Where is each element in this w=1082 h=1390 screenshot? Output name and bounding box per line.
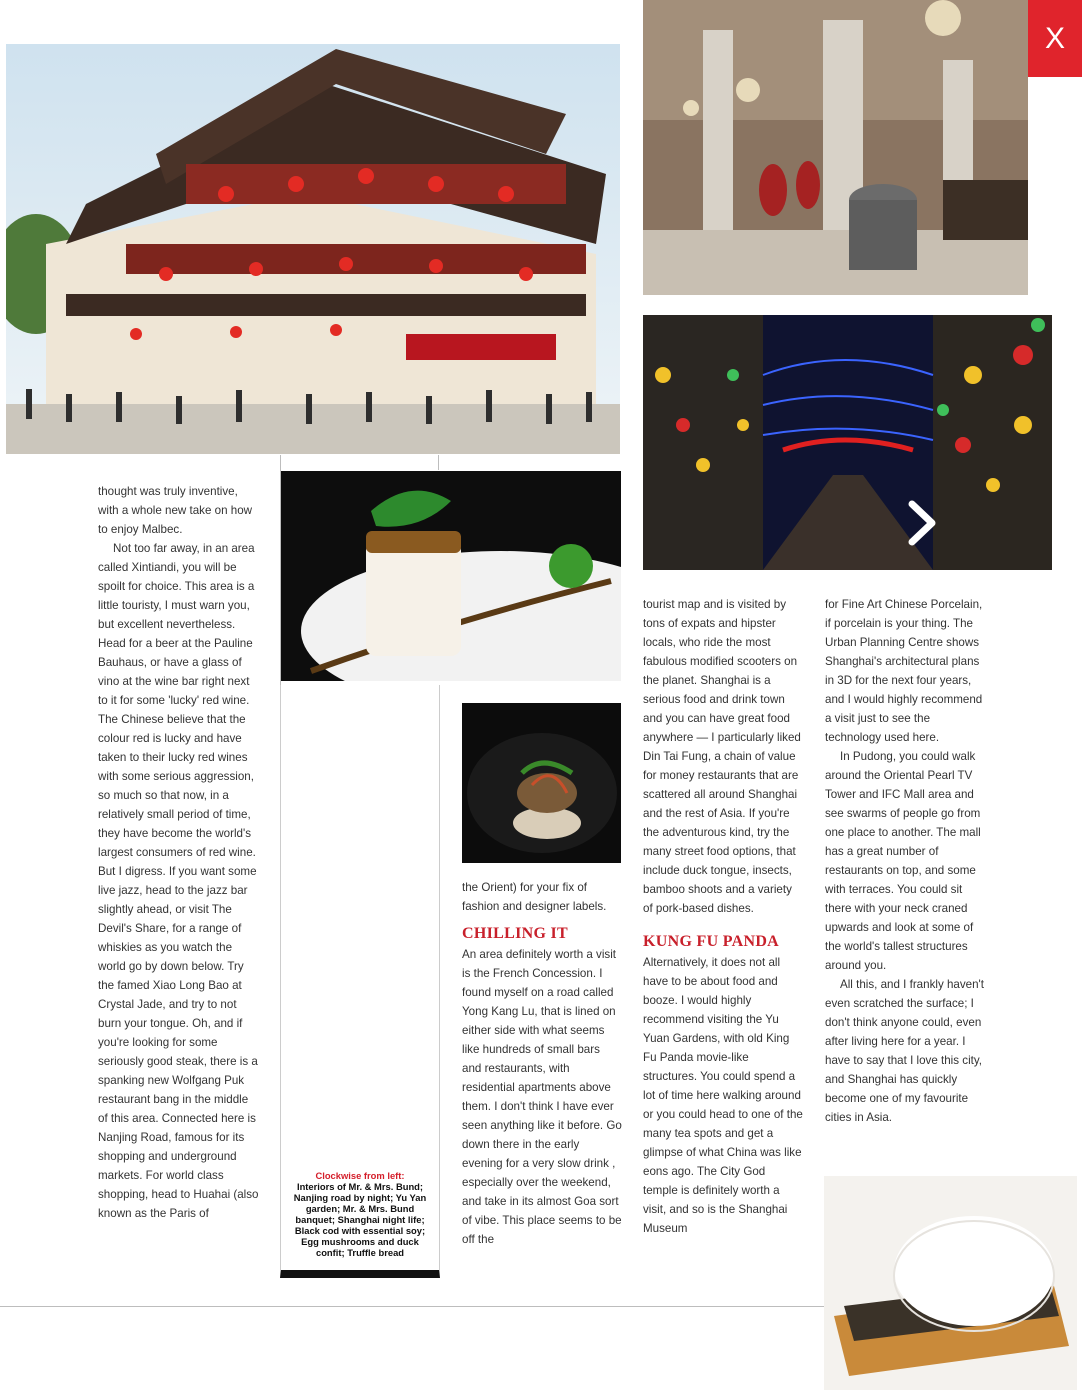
egg-mushrooms-duck-confit-photo [462, 703, 621, 863]
article-column-4 [643, 595, 803, 1238]
close-button[interactable]: X [1028, 0, 1082, 77]
photo-caption [287, 1170, 433, 1258]
paragraph: thought was truly inventive, with a whole new take on how to enjoy Malbec. [98, 485, 253, 536]
paragraph: for Fine Art Chinese Porcelain, if porcelain is your thing. The Urban Planning Centre shows Shanghai's architectural plans in 3D for the next four years, and I would highly recommend a visit just to see the technology used here. [825, 598, 983, 744]
paragraph: Not too far away, in an area called Xintiandi, you will be spoilt for choice. This area is a little touristy, I must warn you, but excellent nevertheless. Head for a beer at the Pauline Bauhaus, or have a glass of vino at the wine bar right next to it for some 'lucky' red wine. The Chinese believe that the colour red is lucky and have taken to their lucky red wines with some serious aggression, so much so that now, in a relatively small period of time, they have become the world's largest consumers of red wine. But I digress. If you want some live jazz, head to the jazz bar slightly ahead, or visit The Devil's Share, for a range of whiskies as you watch the world go by down below. Try the famed Xiao Long Bao at Crystal Jade, and try to not burn your tongue. Oh, and if you're looking for some seriously good steak, there is a spanking new Wolfgang Puk restaurant bang in the middle of this area. Connected here is Nanjing Road, famous for its shopping and underground markets. For world class shopping, head to Huahai (also known as the Paris of [98, 542, 259, 1220]
next-slide-arrow-icon[interactable] [902, 498, 942, 548]
interior-mr-mrs-bund-photo [643, 0, 1028, 295]
paragraph: In Pudong, you could walk around the Oriental Pearl TV Tower and IFC Mall area and see swarms of people go from one place to another. The mall has a great number of restaurants on top, and some with terraces. You could sit there with your neck craned upwards and look at some of the world's tallest structures around you. [825, 750, 981, 972]
black-cod-photo [281, 471, 621, 681]
paragraph: All this, and I frankly haven't even scratched the surface; I don't think anyone could, even after living here for a year. I have to say that I love this city, and Shanghai has quickly become one of my favourite cities in Asia. [825, 978, 984, 1124]
nanjing-road-night-photo [643, 315, 1052, 570]
truffle-bread-photo [824, 1176, 1077, 1390]
top-divider-left [280, 455, 281, 685]
paragraph: Alternatively, it does not all have to be about food and booze. I would highly recommend visiting the Yu Yuan Gardens, with old King Fu Panda movie-like structures. You could spend a lot of time here walking around or you could head to one of the many tea spots and get a glimpse of what China was like eons ago. The City God temple is definitely worth a visit, and so is the Shanghai Museum [643, 956, 803, 1235]
paragraph: An area definitely worth a visit is the French Concession. I found myself on a road called Yong Kang Lu, that is lined on either side with what seems like hundreds of small bars and restaurants, with residential apartments above them. I don't think I have ever seen anything like it before. Go down there in the early evening for a very slow drink , especially over the weekend, and take in its almost Goa sort of vibe. This place seems to be off the [462, 948, 622, 1246]
yu-yuan-garden-photo [6, 44, 620, 454]
article-column-1 [98, 482, 260, 1223]
paragraph: tourist map and is visited by tons of expats and hipster locals, who ride the most fabulous modified scooters on the planet. Shanghai is a serious food and drink town and you can have great food anywhere — I particularly liked Din Tai Fung, a chain of value for money restaurants that are scattered all around Shanghai and the rest of Asia. If you're the adventurous kind, try the many street food options, that include duck tongue, insects, bamboo shoots and a variety of pork-based dishes. [643, 598, 801, 915]
bottom-divider [0, 1306, 824, 1307]
caption-text: Interiors of Mr. & Mrs. Bund; Nanjing road by night; Yu Yan garden; Mr. & Mrs. Bund banquet; Shanghai night life; Black cod with essential soy; Egg mushrooms and duck confit; Truffle bread [293, 1181, 427, 1258]
section-heading-chilling-it: CHILLING IT [462, 925, 568, 942]
article-column-3 [462, 878, 622, 1249]
section-heading-kung-fu-panda: KUNG FU PANDA [643, 933, 780, 950]
caption-lead: Clockwise from left: [315, 1170, 405, 1181]
article-column-5 [825, 595, 987, 1127]
paragraph: the Orient) for your fix of fashion and designer labels. [462, 881, 607, 913]
photo-caption-box [280, 685, 440, 1278]
top-divider-mid [438, 455, 439, 470]
